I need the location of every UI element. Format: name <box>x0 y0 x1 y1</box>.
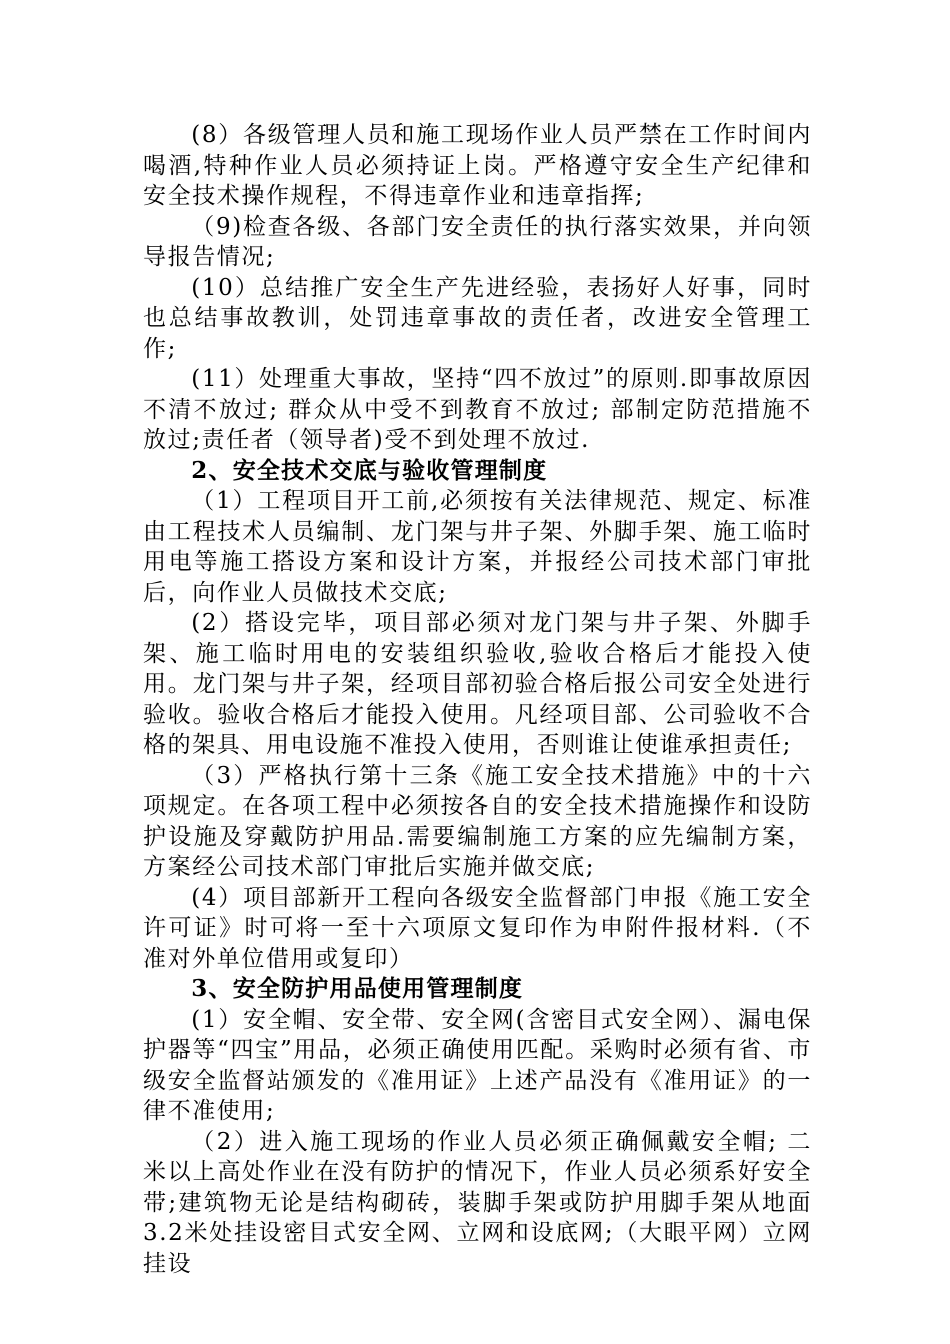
paragraph-section3-item-2: （2）进入施工现场的作业人员必须正确佩戴安全帽; 二米以上高处作业在没有防护的情况下，作业人员必须系好安全带;建筑物无论是结构砌砖，装脚手架或防护用脚手架从地面 3.2米处挂设密目式安全网、立网和设底网;（大眼平网）立网挂设 <box>143 1128 812 1277</box>
paragraph-item-9: （9)检查各级、各部门安全责任的执行落实效果，并向领导报告情况; <box>143 213 812 270</box>
paragraph-item-10: (10）总结推广安全生产先进经验，表扬好人好事，同时也总结事故教训，处罚违章事故的责任者，改进安全管理工作; <box>143 274 812 362</box>
paragraph-section3-item-1: (1）安全帽、安全带、安全网(含密目式安全网）、漏电保护器等“四宝”用品，必须正确使用匹配。采购时必须有省、市级安全监督站颁发的《准用证》上述产品没有《准用证》的一律不准使用; <box>143 1006 812 1124</box>
paragraph-item-8: (8）各级管理人员和施工现场作业人员严禁在工作时间内喝酒,特种作业人员必须持证上岗。严格遵守安全生产纪律和安全技术操作规程，不得违章作业和违章指挥; <box>143 122 812 209</box>
section-heading-2: 2、安全技术交底与验收管理制度 <box>191 456 548 484</box>
paragraph-item-11: (11）处理重大事故，坚持“四不放过”的原则.即事故原因不清不放过; 群众从中受不到教育不放过; 部制定防范措施不放过;责任者（领导者)受不到处理不放过. <box>143 366 812 453</box>
section-heading-3: 3、安全防护用品使用管理制度 <box>191 975 524 1002</box>
paragraph-section2-item-2: (2）搭设完毕，项目部必须对龙门架与井子架、外脚手架、施工临时用电的安装组织验收,验收合格后才能投入使用。龙门架与井子架，经项目部初验合格后报公司安全处进行验收。验收合格后才能投入使用。凡经项目部、公司验收不合格的架具、用电设施不准投入使用，否则谁让使谁承担责任; <box>143 610 812 758</box>
paragraph-section2-item-4: (4）项目部新开工程向各级安全监督部门申报《施工安全许可证》时可将一至十六项原文复印作为申附件报材料.（不准对外单位借用或复印） <box>143 884 812 972</box>
paragraph-section2-item-1: （1）工程项目开工前,必须按有关法律规范、规定、标准由工程技术人员编制、龙门架与井子架、外脚手架、施工临时用电等施工搭设方案和设计方案，并报经公司技术部门审批后，向作业人员做技术交底; <box>143 488 812 606</box>
paragraph-section2-item-3: （3）严格执行第十三条《施工安全技术措施》中的十六项规定。在各项工程中必须按各自的安全技术措施操作和设防护设施及穿戴防护用品.需要编制施工方案的应先编制方案，方案经公司技术部门审批后实施并做交底; <box>143 762 812 880</box>
